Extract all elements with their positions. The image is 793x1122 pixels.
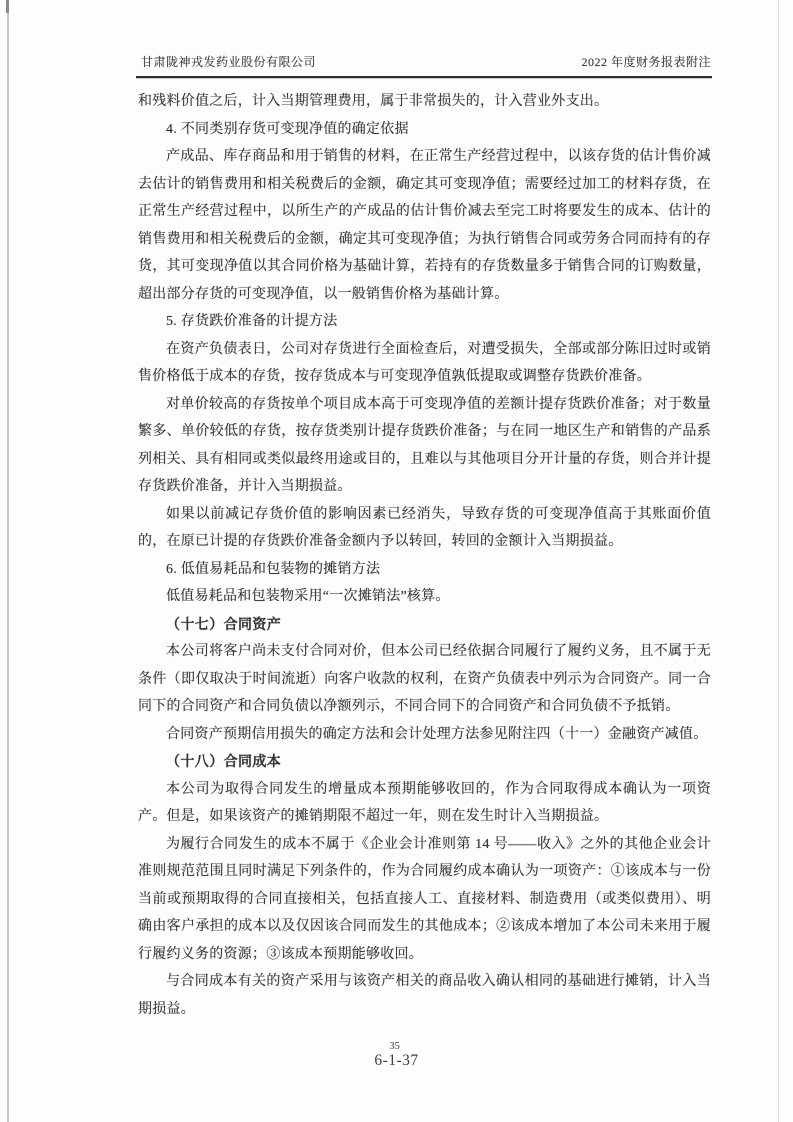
paragraph: 如果以前减记存货价值的影响因素已经消失，导致存货的可变现净值高于其账面价值的，在原已计提的存货跌价准备金额内予以转回，转回的金额计入当期损益。 <box>138 506 711 549</box>
paragraph: 与合同成本有关的资产采用与该资产相关的商品收入确认相同的基础进行摊销，计入当期损益。 <box>138 974 711 1017</box>
paragraph: 合同资产预期信用损失的确定方法和会计处理方法参见附注四（十一）金融资产减值。 <box>166 726 708 742</box>
report-title: 2022 年度财务报表附注 <box>581 55 711 69</box>
section-heading: （十七）合同资产 <box>166 615 282 632</box>
paragraph: 为履行合同发生的成本不属于《企业会计准则第 14 号——收入》之外的其他企业会计准则规范范围且同时满足下列条件的，作为合同履约成本确认为一项资产：①该成本与一份当前或预期取得的合同直接相关，包括直接人工、直接材料、制造费用（或类似费用）、明确由客户承担的成本以及仅因该合同而发生的其他成本；②该成本增加了本公司未来用于履行履约义务的资源；③该成本预期能够收回。 <box>138 836 711 962</box>
scan-edge-left <box>7 0 9 1122</box>
paragraph: 本公司将客户尚未支付合同对价，但本公司已经依据合同履行了履约义务，且不属于无条件（即仅取决于时间流逝）向客户收款的权利，在资产负债表中列示为合同资产。同一合同下的合同资产和合同负债以净额列示，不同合同下的合同资产和合同负债不予抵销。 <box>138 644 711 714</box>
scan-edge-right <box>778 0 779 1122</box>
page-header <box>141 53 711 70</box>
section-heading: 6. 低值易耗品和包装物的摊销方法 <box>166 561 381 577</box>
paragraph: 在资产负债表日，公司对存货进行全面检查后，对遭受损失，全部或部分陈旧过时或销售价格低于成本的存货，按存货成本与可变现净值孰低提取或调整存货跌价准备。 <box>138 341 711 384</box>
page-number-group <box>374 1041 419 1070</box>
header-divider <box>136 76 712 78</box>
scan-edge-left-top-mark <box>6 0 9 13</box>
paragraph: 对单价较高的存货按单个项目成本高于可变现净值的差额计提存货跌价准备；对于数量繁多、单价较低的存货，按存货类别计提存货跌价准备；与在同一地区生产和销售的产品系列相关、具有相同或类似最终用途或目的，且难以与其他项目分开计量的存货，则合并计提存货跌价准备，并计入当期损益。 <box>138 396 711 494</box>
section-heading: 5. 存货跌价准备的计提方法 <box>166 314 338 329</box>
paragraph: 低值易耗品和包装物采用“一次摊销法”核算。 <box>166 589 450 604</box>
page-footer <box>0 1041 793 1070</box>
section-heading: （十八）合同成本 <box>166 753 282 769</box>
page-number: 6-1-37 <box>374 1052 419 1069</box>
page-annotation: 35 <box>389 1041 400 1052</box>
company-name: 甘肃陇神戎发药业股份有限公司 <box>141 55 317 69</box>
paragraph: 本公司为取得合同发生的增量成本预期能够收回的，作为合同取得成本确认为一项资产。但是，如果该资产的摊销期限不超过一年，则在发生时计入当期损益。 <box>138 781 711 824</box>
section-heading: 4. 不同类别存货可变现净值的确定依据 <box>166 121 409 137</box>
paragraph: 产成品、库存商品和用于销售的材料，在正常生产经营过程中，以该存货的估计售价减去估计的销售费用和相关税费后的金额，确定其可变现净值；需要经过加工的材料存货，在正常生产经营过程中，以所生产的产成品的估计售价减去至完工时将要发生的成本、估计的销售费用和相关税费后的金额，确定其可变现净值；为执行销售合同或劳务合同而持有的存货，其可变现净值以其合同价格为基础计算，若持有的存货数量多于销售合同的订购数量，超出部分存货的可变现净值，以一般销售价格为基础计算。 <box>138 149 711 302</box>
document-body <box>138 88 711 1023</box>
paragraph: 和残料价值之后，计入当期管理费用，属于非常损失的，计入营业外支出。 <box>138 94 609 109</box>
